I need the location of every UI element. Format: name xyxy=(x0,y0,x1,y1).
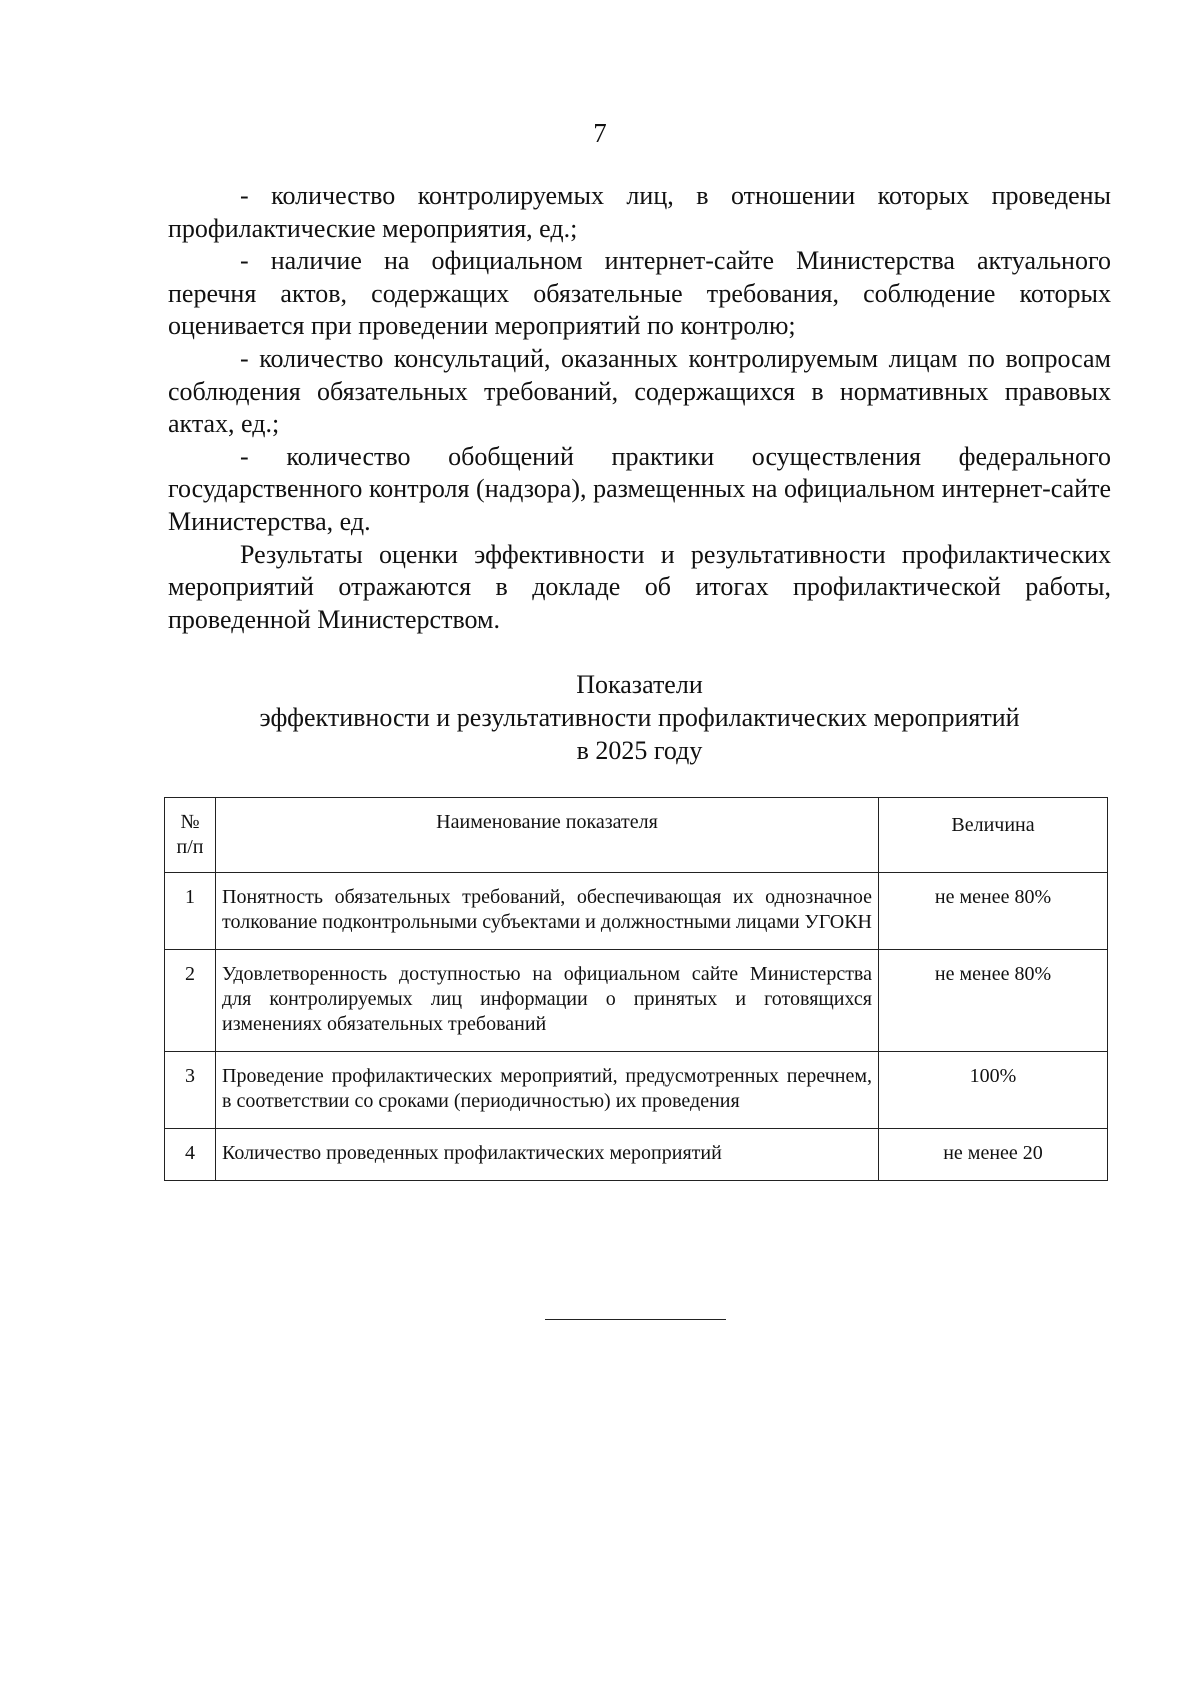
indicators-table xyxy=(164,797,1108,1181)
header-number-symbol: № xyxy=(180,811,200,833)
end-separator-line xyxy=(545,1319,726,1320)
paragraph: Результаты оценки эффективности и результативности профилактических мероприятий отражаются в докладе об итогах профилактической работы, проведенной Министерством. xyxy=(168,539,1111,634)
header-number-abbr: п/п xyxy=(176,836,204,858)
table-heading xyxy=(168,668,1111,767)
header-name: Наименование показателя xyxy=(216,798,879,873)
row-value: 100% xyxy=(879,1052,1108,1129)
row-name: Понятность обязательных требований, обеспечивающая их однозначное толкование подконтрольными субъектами и должностными лицами УГОКН xyxy=(216,873,879,950)
table-row xyxy=(165,1129,1108,1181)
heading-line: эффективности и результативности профилактических мероприятий xyxy=(259,703,1020,732)
paragraph: - количество консультаций, оказанных контролируемым лицам по вопросам соблюдения обязательных требований, содержащихся в нормативных правовых актах, ед.; xyxy=(168,343,1111,439)
paragraph: - наличие на официальном интернет-сайте Министерства актуального перечня актов, содержащих обязательные требования, соблюдение которых оценивается при проведении мероприятий по контролю; xyxy=(168,246,1111,341)
row-number: 2 xyxy=(165,950,216,1052)
body-text xyxy=(168,180,1111,636)
row-value: не менее 80% xyxy=(879,873,1108,950)
paragraph: - количество контролируемых лиц, в отношении которых проведены профилактические мероприятия, ед.; xyxy=(168,181,1111,243)
header-number xyxy=(165,798,216,873)
page-number: 7 xyxy=(593,118,607,148)
row-number: 4 xyxy=(165,1129,216,1181)
row-name: Количество проведенных профилактических мероприятий xyxy=(216,1129,879,1181)
table-row xyxy=(165,1052,1108,1129)
table-header-row xyxy=(165,798,1108,873)
row-number: 1 xyxy=(165,873,216,950)
row-value: не менее 80% xyxy=(879,950,1108,1052)
heading-line: Показатели xyxy=(576,670,703,699)
row-value: не менее 20 xyxy=(879,1129,1108,1181)
row-number: 3 xyxy=(165,1052,216,1129)
row-name: Проведение профилактических мероприятий, предусмотренных перечнем, в соответствии со сроками (периодичностью) их проведения xyxy=(216,1052,879,1129)
paragraph: - количество обобщений практики осуществления федерального государственного контроля (надзора), размещенных на официальном интернет-сайте Министерства, ед. xyxy=(168,441,1111,536)
table-row xyxy=(165,950,1108,1052)
row-name: Удовлетворенность доступностью на официальном сайте Министерства для контролируемых лиц информации о принятых и готовящихся изменениях обязательных требований xyxy=(216,950,879,1052)
table-row xyxy=(165,873,1108,950)
header-value: Величина xyxy=(879,798,1108,873)
heading-line: в 2025 году xyxy=(576,736,703,765)
